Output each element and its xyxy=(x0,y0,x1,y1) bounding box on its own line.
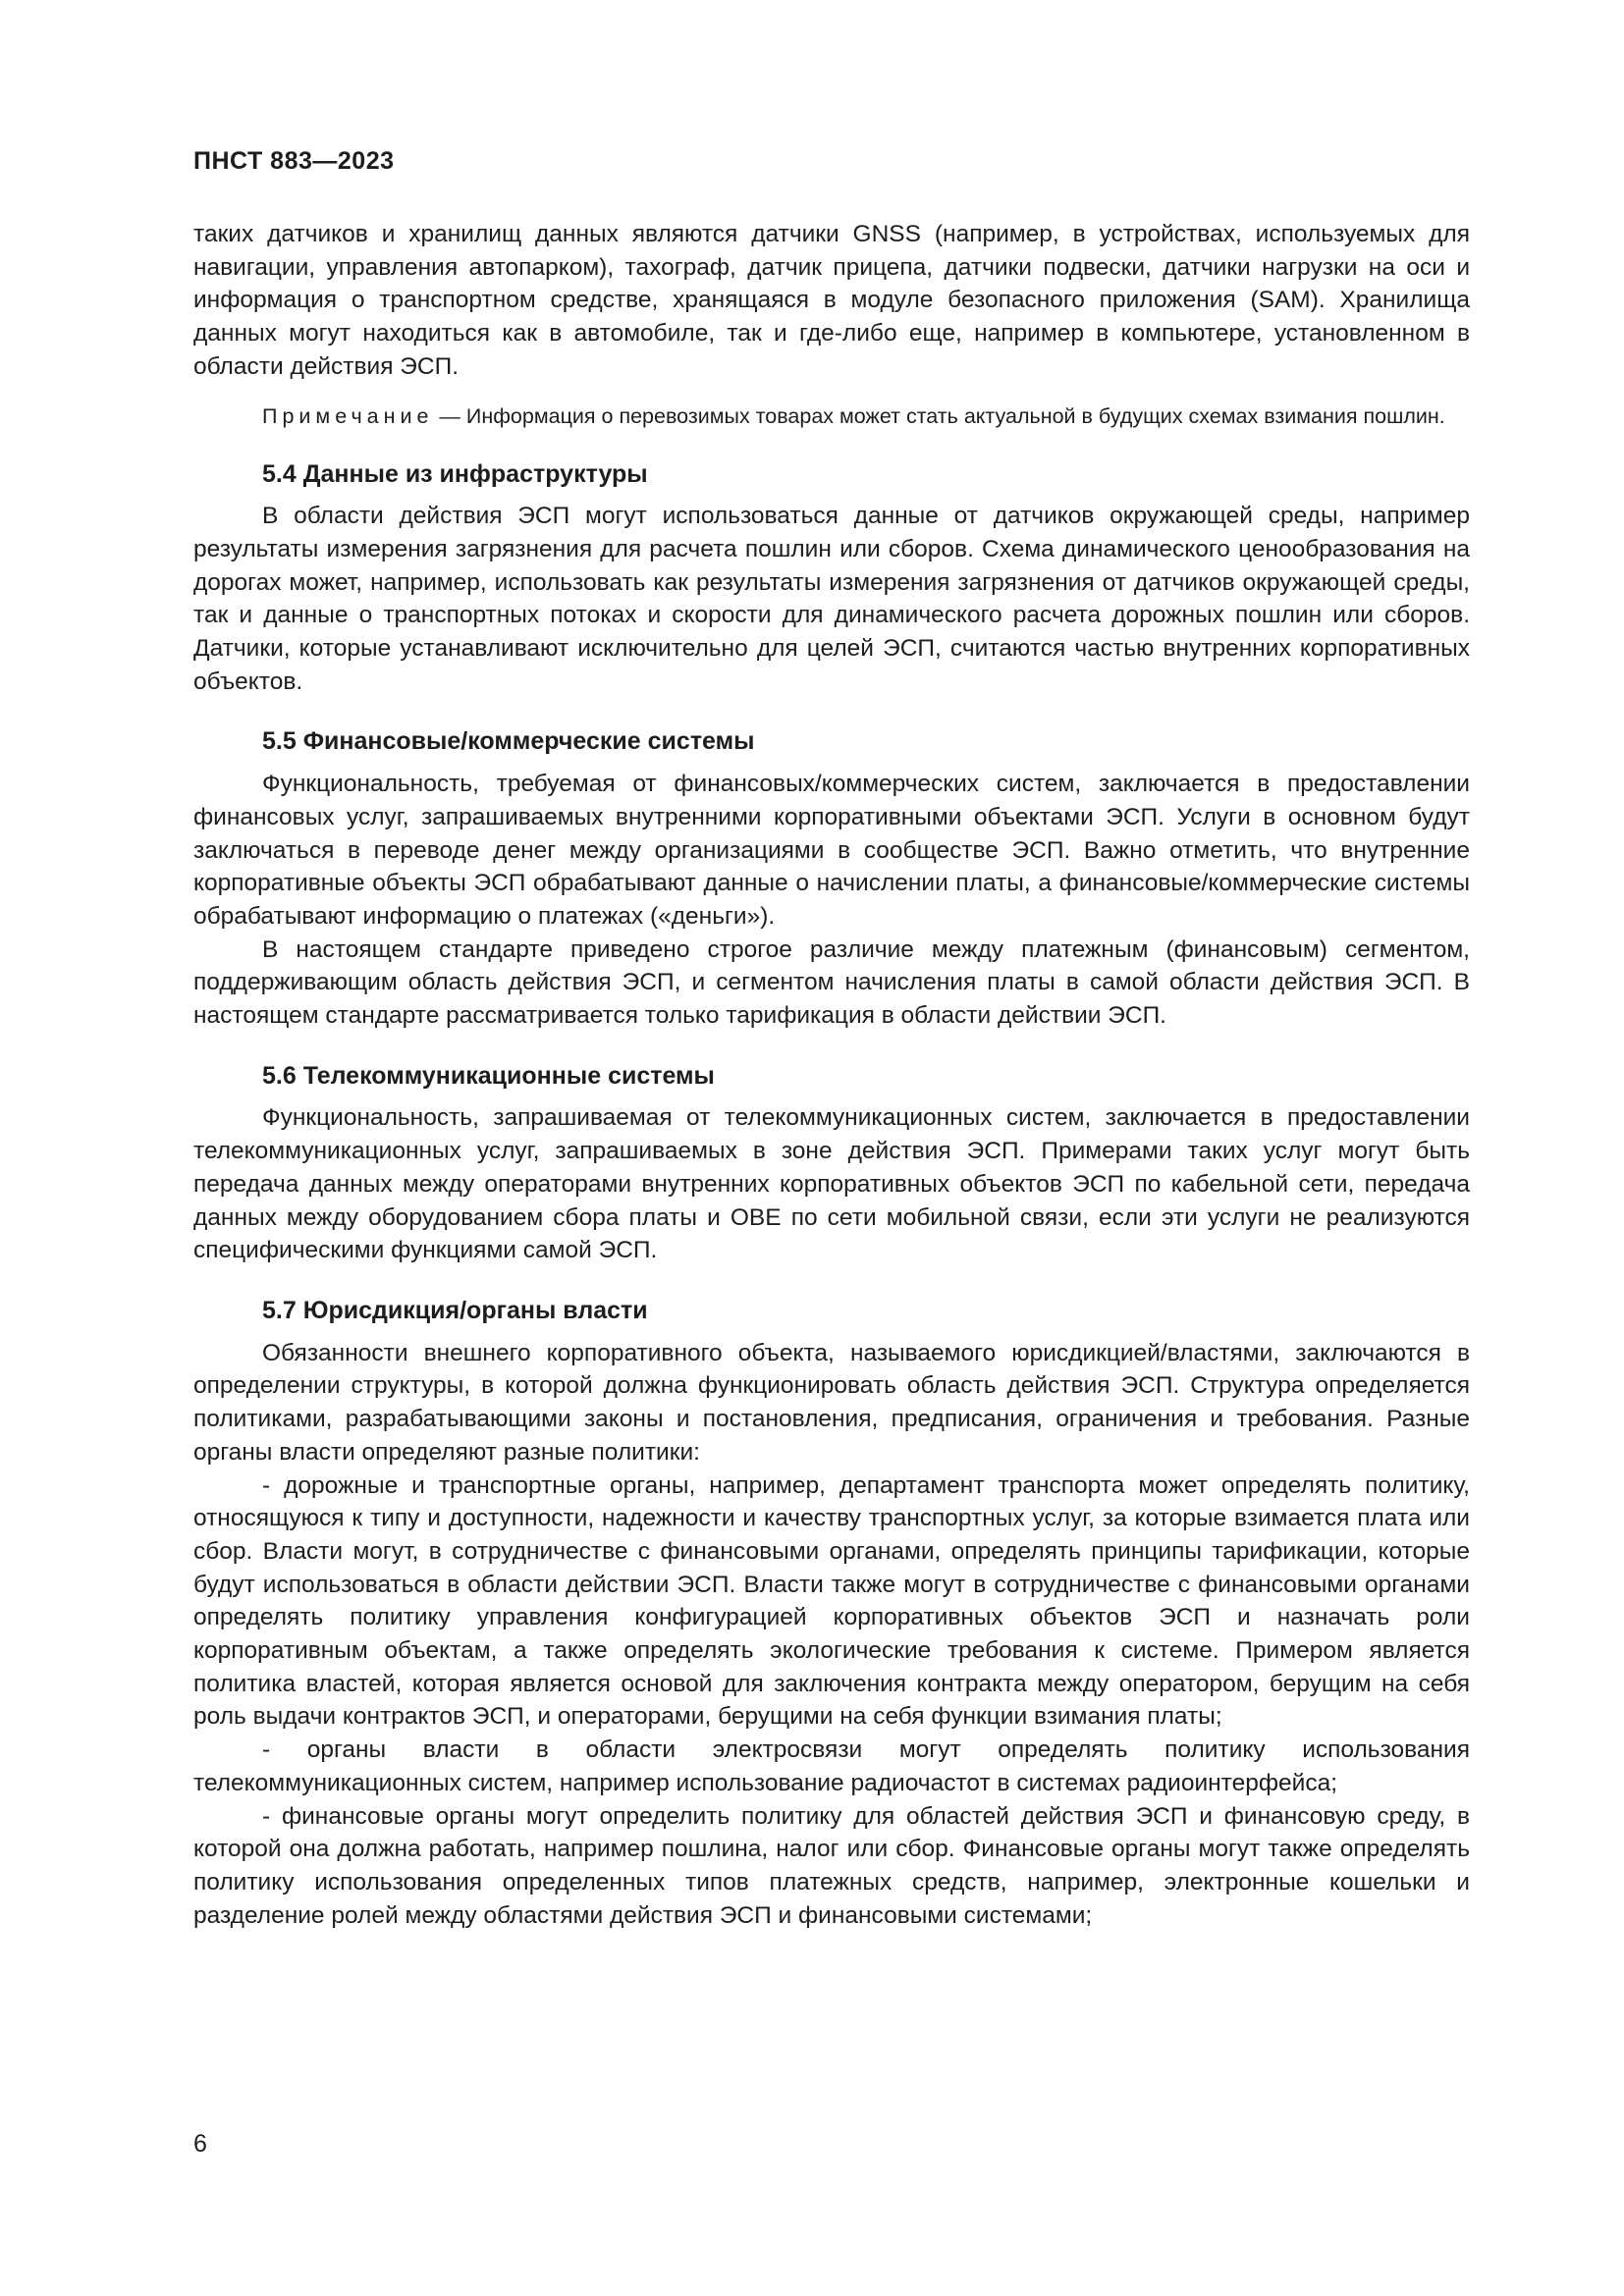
page-number: 6 xyxy=(193,2130,207,2158)
document-id: ПНСТ 883—2023 xyxy=(193,147,395,175)
intro-paragraph: таких датчиков и хранилищ данных являются датчики GNSS (например, в устройствах, используемых для навигации, управления автопарком), тахограф, датчик прицепа, датчики подвески, датчики нагрузки на оси и информация о транспортном средстве, хранящаяся в модуле безопасного приложения (SAM). Хранилища данных могут находиться как в автомобиле, так и где-либо еще, например в компьютере, установленном в области действия ЭСП. xyxy=(193,221,1470,380)
section-title: 5.7 Юрисдикция/органы власти xyxy=(262,1296,648,1324)
list-item: - дорожные и транспортные органы, например, департамент транспорта может определять политику, относящуюся к типу и доступности, надежности и качеству транспортных услуг, за которые взимается плата или сбор. Власти могут, в сотрудничестве с финансовыми органами, определять принципы тарификации, которые будут использоваться в области действии ЭСП. Власти также могут в сотрудничестве с финансовыми органами определять политику управления конфигурацией корпоративных объектов ЭСП и назначать роли корпоративным объектам, а также определять экологические требования к системе. Примером является политика властей, которая является основой для заключения контракта между оператором, берущим на себя роль выдачи контрактов ЭСП, и операторами, берущими на себя функции взимания платы; xyxy=(193,1471,1470,1731)
section-paragraph: Обязанности внешнего корпоративного объекта, называемого юрисдикцией/властями, заключаются в определении структуры, в которой должна функционировать область действия ЭСП. Структура определяется политиками, разрабатывающими законы и постановления, предписания, ограничения и требования. Разные органы власти определяют разные политики: xyxy=(193,1339,1470,1466)
list-item: - органы власти в области электросвязи могут определять политику использования телекоммуникационных систем, например использование радиочастот в системах радиоинтерфейса; xyxy=(193,1736,1470,1796)
section-title: 5.5 Финансовые/коммерческие системы xyxy=(262,727,755,756)
note-text: — Информация о перевозимых товарах может стать актуальной в будущих схемах взимания пошлин. xyxy=(433,403,1445,428)
note xyxy=(193,401,1470,431)
section-paragraph: Функциональность, требуемая от финансовых/коммерческих систем, заключается в предоставлении финансовых услуг, запрашиваемых внутренними корпоративными объектами ЭСП. Услуги в основном будут заключаться в переводе денег между организациями в сообществе ЭСП. Важно отметить, что внутренние корпоративные объекты ЭСП обрабатывают данные о начислении платы, а финансовые/коммерческие системы обрабатывают информацию о платежах («деньги»). xyxy=(193,771,1470,930)
section-title: 5.6 Телекоммуникационные системы xyxy=(262,1061,715,1090)
note-label: Примечание xyxy=(262,403,434,428)
section-paragraph: Функциональность, запрашиваемая от телекоммуникационных систем, заключается в предоставлении телекоммуникационных услуг, запрашиваемых в зоне действия ЭСП. Примерами таких услуг могут быть передача данных между операторами внутренних корпоративных объектов ЭСП по кабельной сети, передача данных между оборудованием сбора платы и OBE по сети мобильной связи, если эти услуги не реализуются специфическими функциями самой ЭСП. xyxy=(193,1104,1470,1264)
section-title: 5.4 Данные из инфраструктуры xyxy=(262,459,648,488)
list-item: - финансовые органы могут определить политику для областей действия ЭСП и финансовую среду, в которой она должна работать, например пошлина, налог или сбор. Финансовые органы могут также определять политику использования определенных типов платежных средств, например, электронные кошельки и разделение ролей между областями действия ЭСП и финансовыми системами; xyxy=(193,1802,1470,1929)
section-paragraph: В области действия ЭСП могут использоваться данные от датчиков окружающей среды, например результаты измерения загрязнения для расчета пошлин или сборов. Схема динамического ценообразования на дорогах может, например, использовать как результаты измерения загрязнения от датчиков окружающей среды, так и данные о транспортных потоках и скорости для динамического расчета дорожных пошлин или сборов. Датчики, которые устанавливают исключительно для целей ЭСП, считаются частью внутренних корпоративных объектов. xyxy=(193,503,1470,695)
page-content xyxy=(193,218,1470,1932)
section-paragraph: В настоящем стандарте приведено строгое различие между платежным (финансовым) сегментом, поддерживающим область действия ЭСП, и сегментом начисления платы в самой области действия ЭСП. В настоящем стандарте рассматривается только тарификация в области действии ЭСП. xyxy=(193,935,1470,1030)
